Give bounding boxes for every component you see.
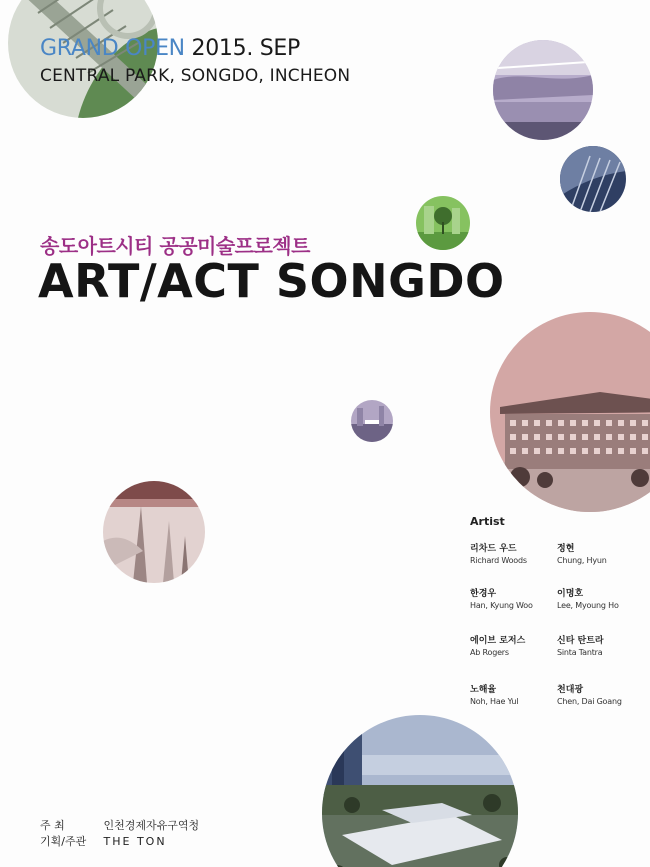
- credit-host-label: 주 최: [40, 819, 65, 832]
- artist-name-en: Chen, Dai Goang: [557, 697, 622, 706]
- artist-heading: Artist: [470, 515, 505, 528]
- artist-name-kr: 정현: [557, 544, 575, 554]
- artist-name-kr: 에이브 로저스: [470, 636, 526, 646]
- artist-name-kr: 신타 탄트라: [557, 636, 604, 646]
- photo-circle-architecture-navy: [560, 146, 626, 212]
- artist-name-en: Richard Woods: [470, 556, 527, 565]
- artist-entry: [557, 635, 650, 658]
- credit-organizer-label: 기획/주관: [40, 835, 87, 848]
- artist-entry: [470, 588, 570, 611]
- artist-entry: [470, 543, 570, 566]
- artist-entry: [557, 684, 650, 707]
- photo-circle-tree-green: [416, 196, 470, 250]
- main-title: ART/ACT SONGDO: [38, 254, 505, 308]
- artist-name-en: Noh, Hae Yul: [470, 697, 519, 706]
- credit-host-value: 인천경제자유구역청: [103, 819, 200, 832]
- artist-name-kr: 리차드 우드: [470, 544, 517, 554]
- artist-name-kr: 이명호: [557, 589, 584, 599]
- artist-entry: [557, 588, 650, 611]
- photo-circle-small-lavender: [351, 400, 393, 442]
- open-date: 2015. SEP: [191, 36, 300, 61]
- location-text: CENTRAL PARK, SONGDO, INCHEON: [40, 66, 351, 86]
- artist-name-en: Sinta Tantra: [557, 648, 603, 657]
- artist-name-en: Ab Rogers: [470, 648, 509, 657]
- photo-circle-river-aerial: [493, 40, 593, 140]
- artist-name-kr: 천대광: [557, 685, 584, 695]
- artist-name-en: Lee, Myoung Ho: [557, 601, 619, 610]
- header-open-line: [40, 36, 300, 61]
- artist-name-kr: 노해율: [470, 685, 497, 695]
- artist-entry: [557, 543, 650, 566]
- credit-organizer-value: THE TON: [103, 835, 167, 848]
- grand-open-text: GRAND OPEN: [40, 36, 185, 61]
- artist-name-en: Chung, Hyun: [557, 556, 607, 565]
- artist-name-en: Han, Kyung Woo: [470, 601, 533, 610]
- photo-circle-building-pink: [490, 312, 650, 512]
- credit-organizer-row: [40, 834, 199, 850]
- credits: [40, 818, 199, 850]
- photo-circle-spires-pink: [103, 481, 205, 583]
- photo-circle-park-navy: [322, 715, 518, 867]
- artist-entry: [470, 684, 570, 707]
- korean-title: 송도아트시티 공공미술프로젝트: [40, 234, 310, 258]
- artist-entry: [470, 635, 570, 658]
- credit-host-row: [40, 818, 199, 834]
- artist-name-kr: 한경우: [470, 589, 497, 599]
